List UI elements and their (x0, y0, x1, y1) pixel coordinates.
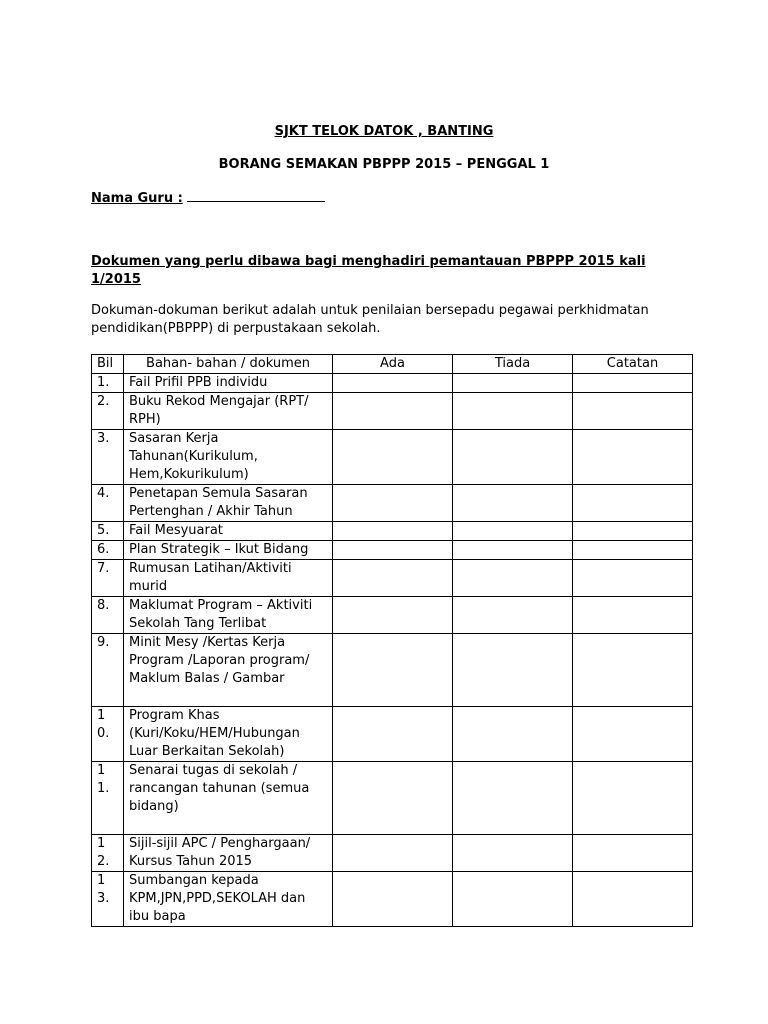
catatan-cell[interactable] (573, 835, 693, 872)
ada-cell[interactable] (333, 835, 453, 872)
tiada-cell[interactable] (453, 430, 573, 485)
tiada-cell[interactable] (453, 522, 573, 541)
nama-guru-label: Nama Guru : (91, 191, 183, 206)
item-cell: Buku Rekod Mengajar (RPT/ RPH) (124, 393, 333, 430)
bil-cell: 3. (92, 430, 124, 485)
tiada-cell[interactable] (453, 374, 573, 393)
nama-guru-blank-line[interactable] (187, 189, 325, 202)
ada-cell[interactable] (333, 634, 453, 707)
catatan-cell[interactable] (573, 485, 693, 522)
bil-cell: 4. (92, 485, 124, 522)
catatan-cell[interactable] (573, 597, 693, 634)
table-row (92, 707, 693, 762)
item-cell: Fail Mesyuarat (124, 522, 333, 541)
checklist-table (91, 354, 693, 927)
tiada-cell[interactable] (453, 560, 573, 597)
catatan-cell[interactable] (573, 634, 693, 707)
bil-cell: 1. (92, 374, 124, 393)
table-row (92, 634, 693, 707)
header-bil: Bil (92, 355, 124, 374)
table-row (92, 393, 693, 430)
bil-cell: 5. (92, 522, 124, 541)
item-cell: Plan Strategik – Ikut Bidang (124, 541, 333, 560)
bil-cell: 1 1. (92, 762, 124, 835)
item-cell: Fail Prifil PPB individu (124, 374, 333, 393)
table-row (92, 522, 693, 541)
header-tiada: Tiada (453, 355, 573, 374)
tiada-cell[interactable] (453, 541, 573, 560)
bil-cell: 9. (92, 634, 124, 707)
tiada-cell[interactable] (453, 393, 573, 430)
catatan-cell[interactable] (573, 707, 693, 762)
header-ada: Ada (333, 355, 453, 374)
item-cell: Senarai tugas di sekolah / rancangan tahunan (semua bidang) (124, 762, 333, 835)
intro-paragraph: Dokuman-dokuman berikut adalah untuk penilaian bersepadu pegawai perkhidmatan pendidikan(PBPPP) di perpustakaan sekolah. (91, 303, 649, 336)
item-cell: Sumbangan kepada KPM,JPN,PPD,SEKOLAH dan ibu bapa (124, 872, 333, 927)
table-row (92, 541, 693, 560)
tiada-cell[interactable] (453, 762, 573, 835)
ada-cell[interactable] (333, 522, 453, 541)
ada-cell[interactable] (333, 541, 453, 560)
item-cell: Sasaran Kerja Tahunan(Kurikulum, Hem,Kokurikulum) (124, 430, 333, 485)
tiada-cell[interactable] (453, 634, 573, 707)
table-row (92, 560, 693, 597)
bil-cell: 1 0. (92, 707, 124, 762)
header-bahan: Bahan- bahan / dokumen (124, 355, 333, 374)
item-cell: Maklumat Program – Aktiviti Sekolah Tang Terlibat (124, 597, 333, 634)
catatan-cell[interactable] (573, 872, 693, 927)
catatan-cell[interactable] (573, 541, 693, 560)
item-cell: Program Khas (Kuri/Koku/HEM/Hubungan Luar Berkaitan Sekolah) (124, 707, 333, 762)
catatan-cell[interactable] (573, 430, 693, 485)
ada-cell[interactable] (333, 707, 453, 762)
tiada-cell[interactable] (453, 872, 573, 927)
table-row (92, 430, 693, 485)
tiada-cell[interactable] (453, 597, 573, 634)
bil-cell: 8. (92, 597, 124, 634)
ada-cell[interactable] (333, 762, 453, 835)
item-cell: Minit Mesy /Kertas Kerja Program /Laporan program/ Maklum Balas / Gambar (124, 634, 333, 707)
tiada-cell[interactable] (453, 707, 573, 762)
catatan-cell[interactable] (573, 393, 693, 430)
ada-cell[interactable] (333, 560, 453, 597)
catatan-cell[interactable] (573, 522, 693, 541)
tiada-cell[interactable] (453, 835, 573, 872)
catatan-cell[interactable] (573, 560, 693, 597)
bil-cell: 7. (92, 560, 124, 597)
ada-cell[interactable] (333, 485, 453, 522)
table-row (92, 597, 693, 634)
tiada-cell[interactable] (453, 485, 573, 522)
bil-cell: 6. (92, 541, 124, 560)
ada-cell[interactable] (333, 872, 453, 927)
ada-cell[interactable] (333, 597, 453, 634)
item-cell: Penetapan Semula Sasaran Pertenghan / Akhir Tahun (124, 485, 333, 522)
item-cell: Rumusan Latihan/Aktiviti murid (124, 560, 333, 597)
nama-guru-field (91, 189, 325, 206)
table-row (92, 872, 693, 927)
table-row (92, 374, 693, 393)
school-name: SJKT TELOK DATOK , BANTING (274, 124, 494, 139)
table-row (92, 762, 693, 835)
section-heading: Dokumen yang perlu dibawa bagi menghadiri pemantauan PBPPP 2015 kali 1/2015 (91, 254, 646, 287)
catatan-cell[interactable] (573, 374, 693, 393)
ada-cell[interactable] (333, 430, 453, 485)
table-row (92, 835, 693, 872)
table-header-row (92, 355, 693, 374)
bil-cell: 1 3. (92, 872, 124, 927)
item-cell: Sijil-sijil APC / Penghargaan/ Kursus Tahun 2015 (124, 835, 333, 872)
ada-cell[interactable] (333, 393, 453, 430)
bil-cell: 2. (92, 393, 124, 430)
ada-cell[interactable] (333, 374, 453, 393)
form-title: BORANG SEMAKAN PBPPP 2015 – PENGGAL 1 (218, 157, 550, 172)
catatan-cell[interactable] (573, 762, 693, 835)
header-catatan: Catatan (573, 355, 693, 374)
bil-cell: 1 2. (92, 835, 124, 872)
table-row (92, 485, 693, 522)
